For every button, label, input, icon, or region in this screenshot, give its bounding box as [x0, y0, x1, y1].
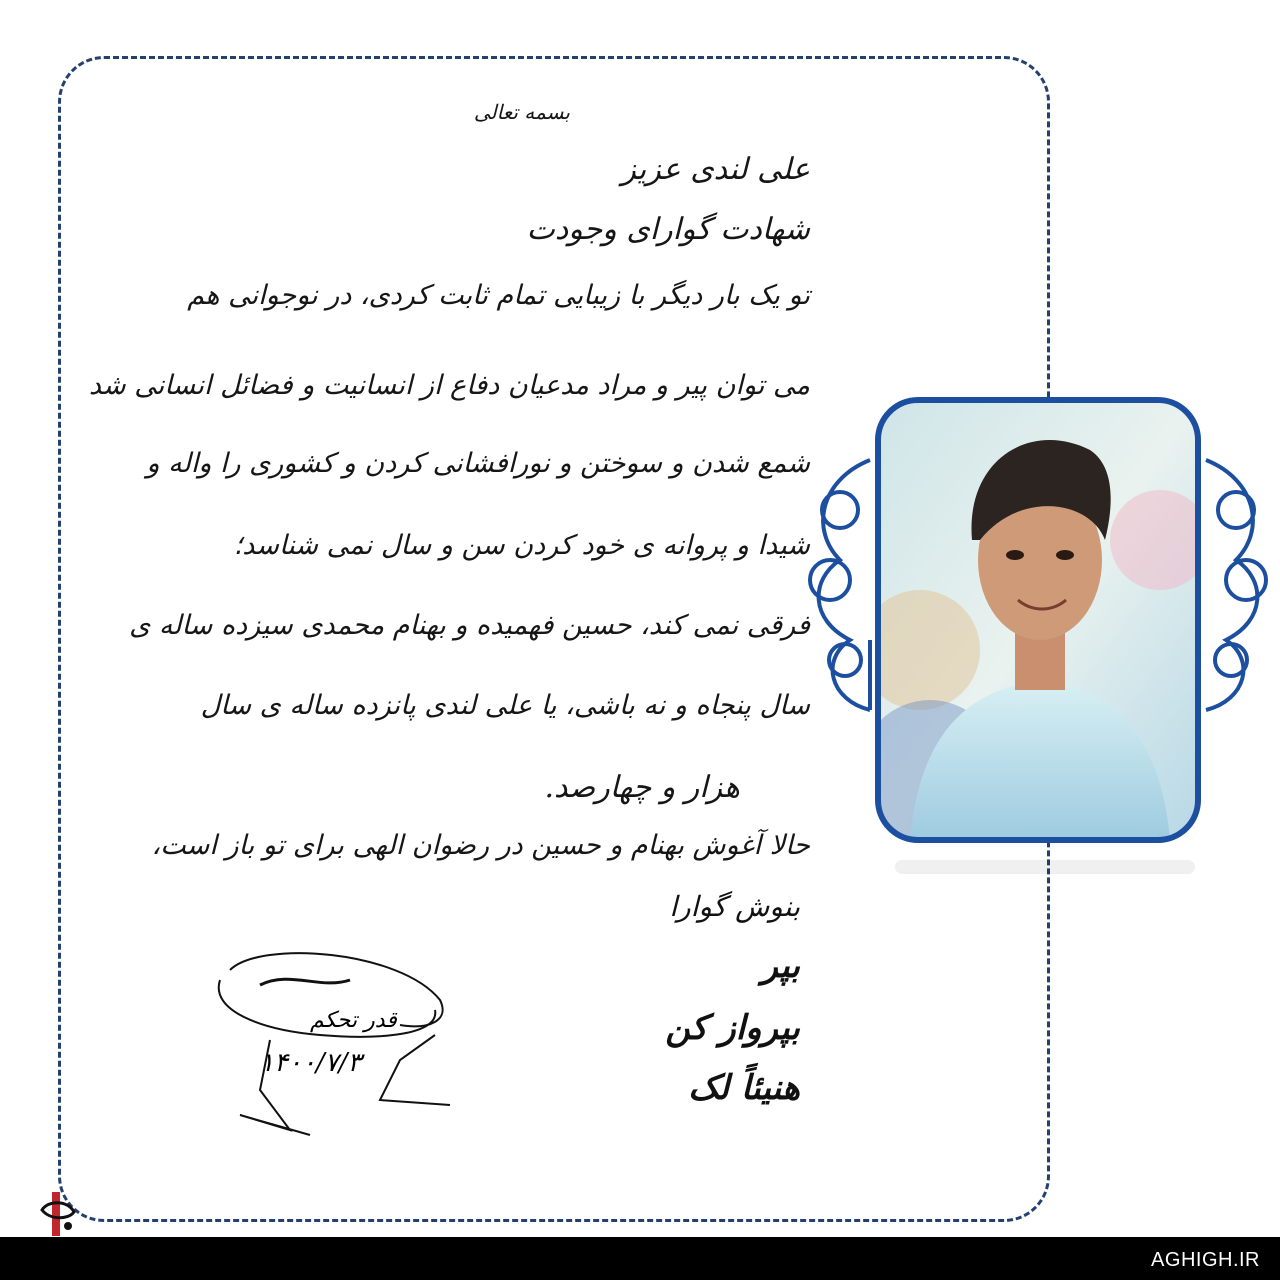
portrait-photo	[860, 400, 1210, 840]
signature-date: ۱۴۰۰/۷/۳	[260, 1048, 362, 1078]
signature-text: قدر تحکم	[310, 1008, 397, 1033]
closing-line-2: بپر	[761, 946, 800, 986]
aghigh-logo	[38, 1190, 78, 1238]
signature-scribble	[200, 940, 470, 1140]
letter-line-4: می توان پیر و مراد مدعیان دفاع از انسانیت و فضائل انسانی شد	[88, 370, 810, 401]
left-ornament	[810, 460, 870, 710]
letter-line-8: سال پنجاه و نه باشی، یا علی لندی پانزده ساله ی سال	[200, 690, 810, 721]
footer-site-label: AGHIGH.IR	[1151, 1249, 1260, 1271]
closing-line-1: بنوش گوارا	[669, 890, 800, 923]
letter-line-3: تو یک بار دیگر با زیبایی تمام ثابت کردی، در نوجوانی هم	[187, 280, 810, 311]
letter-line-10: حالا آغوش بهنام و حسین در رضوان الهی برای تو باز است،	[151, 830, 810, 861]
closing-line-3: بپرواز کن	[665, 1008, 800, 1048]
letter-line-1: علی لندی عزیز	[621, 152, 810, 187]
letter-line-7: فرقی نمی کند، حسین فهمیده و بهنام محمدی سیزده ساله ی	[129, 610, 810, 641]
footer-bar	[0, 1237, 1280, 1280]
letter-line-6: شیدا و پروانه ی خود کردن سن و سال نمی شناسد؛	[233, 530, 810, 561]
letter-line-9: هزار و چهارصد.	[544, 770, 740, 805]
signature	[200, 940, 470, 1140]
letter-header: بسمه تعالی	[473, 100, 570, 124]
photo-frame	[800, 390, 1280, 890]
letter-line-2: شهادت گوارای وجودت	[526, 212, 810, 247]
closing-lines	[560, 890, 800, 1120]
closing-line-4: هنیئاً لک	[688, 1068, 800, 1108]
right-ornament	[1206, 460, 1266, 710]
letter-line-5: شمع شدن و سوختن و نورافشانی کردن و کشوری را واله و	[146, 448, 810, 479]
